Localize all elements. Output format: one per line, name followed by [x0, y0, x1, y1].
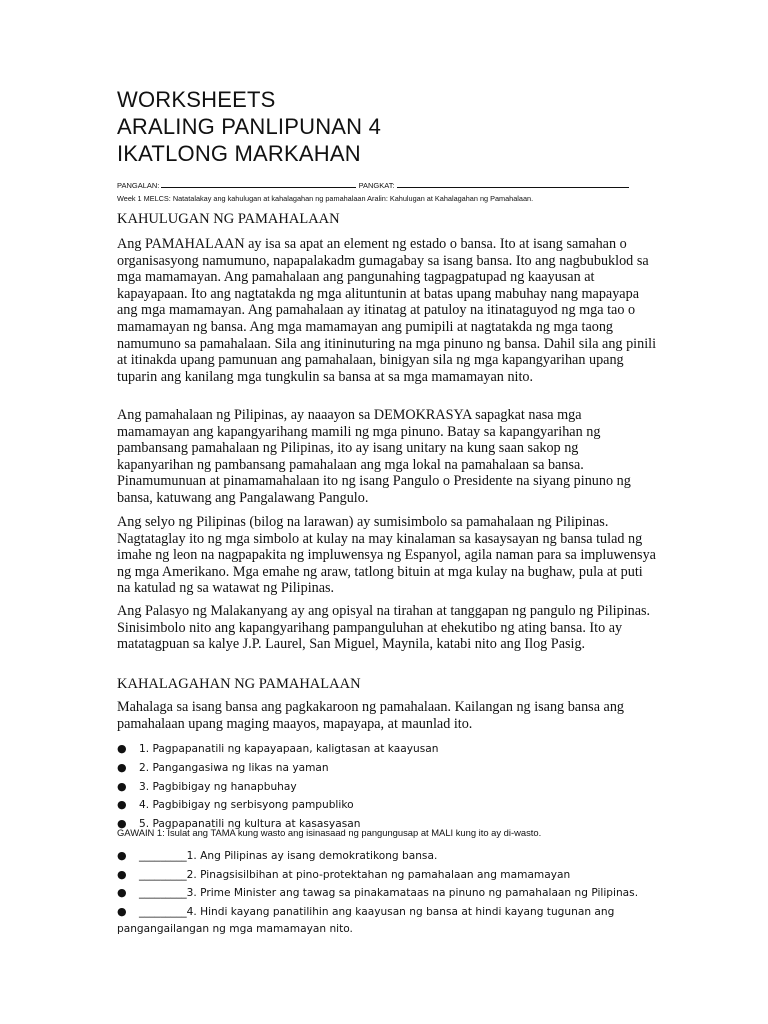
bullet-icon: ●	[117, 867, 127, 881]
question-item: ● _________1. Ang Pilipinas ay isang demokratikong bansa.	[117, 847, 677, 866]
paragraph-1: Ang PAMAHALAAN ay isa sa apat an element ng estado o bansa. Ito at isang samahan o organisasyong namumuno, napapalakadm gumagabay sa isang bansa. Ito ang nagbubuklod sa mga mamamayan. Ang pamahalaan ang pangunahing tagpagpatupad ng kaayusan at kapayapaan. Ito ang nagtatakda ng mga alituntunin at batas upang mabuhay nang mapayapa ang mga mamamayan. Ang pamahalaan ay itinatag at patuloy na itinataguyod ng mga tao o mamamayan ng bansa. Ang mga mamamayan ang pumipili at nagtatakda ng mga taong namumuno sa pamahalaan. Sila ang itininuturing na mga pinuno ng bansa. Dahil sila ang pinili at itinakda upang pamunuan ang pamahalaan, binigyan sila ng mga kapangyarihan upang tuparin ang kanilang mga tungkulin sa bansa at sa mga mamamayan nito.	[117, 236, 657, 385]
bullet-icon: ●	[117, 849, 127, 862]
paragraph-5: Mahalaga sa isang bansa ang pagkakaroon ng pamahalaan. Kailangan ng isang bansa ang pamahalaan upang maging maayos, mapayapa, at maunlad ito.	[117, 699, 625, 732]
gawain-instruction: GAWAIN 1: Isulat ang TAMA kung wasto ang isinasaad ng pangungusap at MALI kung ito ay di-wasto.	[117, 827, 542, 838]
gawain-questions	[117, 847, 677, 937]
list-item: ● 5. Pagpapanatili ng kultura at kasasyasan	[117, 815, 677, 834]
title-block	[117, 86, 677, 167]
bullet-icon: ●	[117, 798, 127, 812]
name-group-line	[117, 180, 629, 190]
paragraph-2: Ang pamahalaan ng Pilipinas, ay naaayon sa DEMOKRASYA sapagkat nasa mga mamamayan ang kapangyarihang mamili ng mga pinuno. Batay sa kapangyarihan ng pambansang pamahalaan ng Pilipinas, ito ay isang unitary na kung saan sakop ng kapanyarihan ng pambansang pamahalaan ang mga lokal na pamahalaan sa bansa. Pinamumunuan at pinamamahalaan ito ng isang Pangulo o Presidente na siyang pinuno ng bansa, katuwang ang Pangalawang Pangulo.	[117, 407, 631, 506]
list-item: ● 1. Pagpapanatili ng kapayapaan, kaligtasan at kaayusan	[117, 740, 677, 759]
bullet-icon: ●	[117, 886, 127, 900]
section-kahulugan	[117, 211, 657, 228]
bullet-icon: ●	[117, 817, 127, 831]
paragraph-selyo	[117, 514, 657, 597]
question-item: ● _________3. Prime Minister ang tawag sa pinakamataas na pinuno ng pamahalaan ng Pilipinas.	[117, 884, 677, 903]
paragraph-kahalagahan	[117, 699, 657, 732]
paragraph-demokrasya	[117, 407, 657, 507]
importance-list	[117, 740, 677, 834]
list-item: ● 4. Pagbibigay ng serbisyong pampubliko	[117, 796, 677, 815]
paragraph-pamahalaan	[117, 236, 657, 385]
section-heading-kahalagahan: KAHALAGAHAN NG PAMAHALAAN	[117, 676, 361, 692]
question-continuation: pangangailangan ng mga mamamayan nito.	[117, 923, 353, 936]
title-subject: ARALING PANLIPUNAN 4	[117, 114, 382, 139]
paragraph-4: Ang Palasyo ng Malakanyang ay ang opisyal na tirahan at tanggapan ng pangulo ng Pilipinas. Sinisimbolo nito ang kapangyarihang pampanguluhan at ehekutibo ng ating bansa. Ito ay matatagpuan sa kalye J.P. Laurel, San Miguel, Maynila, katabi nito ang Ilog Pasig.	[117, 603, 651, 653]
name-blank[interactable]	[161, 180, 356, 188]
list-item: ● 3. Pagbibigay ng hanapbuhay	[117, 778, 677, 797]
name-label: PANGALAN:	[117, 181, 160, 190]
melcs-line: Week 1 MELCS: Natatalakay ang kahulugan at kahalagahan ng pamahalaan Aralin: Kahulugan at Kahalagahan ng Pamahalaan.	[117, 194, 534, 203]
question-item: ● _________4. Hindi kayang panatilihin ang kaayusan ng bansa at hindi kayang tugunan ang	[117, 903, 677, 922]
bullet-icon: ●	[117, 904, 127, 918]
list-item: ● 2. Pangangasiwa ng likas na yaman	[117, 759, 677, 778]
title-worksheets: WORKSHEETS	[117, 87, 276, 112]
bullet-icon: ●	[117, 742, 127, 755]
title-quarter: IKATLONG MARKAHAN	[117, 141, 361, 166]
bullet-icon: ●	[117, 779, 127, 793]
bullet-icon: ●	[117, 760, 127, 774]
section-kahalagahan	[117, 676, 657, 693]
group-label: PANGKAT:	[358, 181, 395, 190]
section-heading-kahulugan: KAHULUGAN NG PAMAHALAAN	[117, 211, 340, 227]
paragraph-malakanyang	[117, 603, 657, 653]
question-item: ● _________2. Pinagsisilbihan at pino-protektahan ng pamahalaan ang mamamayan	[117, 866, 677, 885]
group-blank[interactable]	[397, 180, 629, 188]
paragraph-3: Ang selyo ng Pilipinas (bilog na larawan) ay sumisimbolo sa pamahalaan ng Pilipinas. Nagtataglay ito ng mga simbolo at kulay na may kinalaman sa kasaysayan ng bansa tulad ng imahe ng leon na nagpapakita ng impluwensya ng Espanyol, agila naman para sa impluwensya ng mga Amerikano. Mga emahe ng araw, tatlong bituin at mga kulay na bughaw, pula at puti na katulad ng sa watawat ng Pilipinas.	[117, 514, 656, 597]
